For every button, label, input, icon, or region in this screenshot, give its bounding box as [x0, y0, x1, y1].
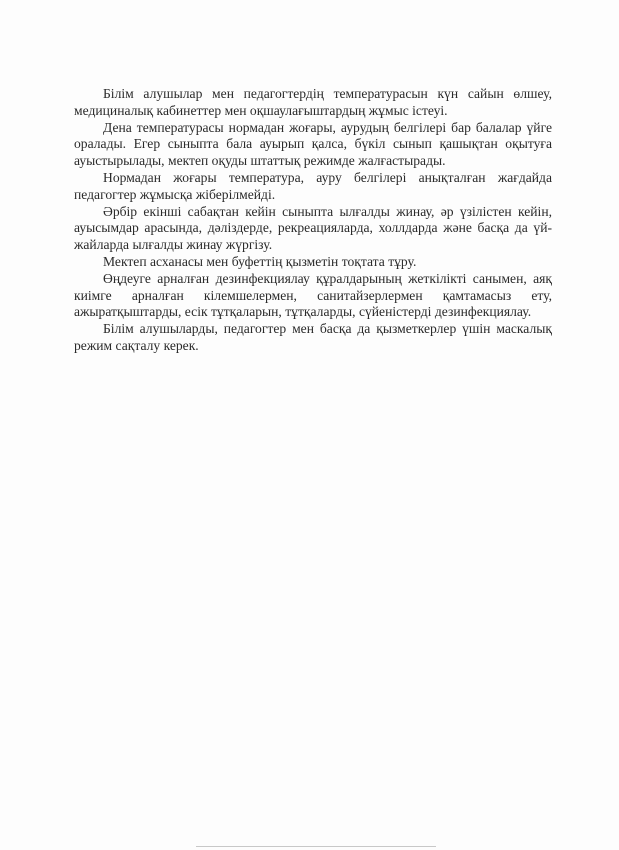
paragraph-teachers-fever: Нормадан жоғары температура, ауру белгілері анықталған жағдайда педагогтер жұмысқа жіберілмейді. — [74, 169, 552, 202]
paragraph-sick-children: Дена температурасы нормадан жоғары, аурудың белгілері бар балалар үйге оралады. Егер сыныпта бала ауырып қалса, бүкіл сынып қашықтан оқытуға ауыстырылады, мектеп оқуды штаттық режимде жалғастырады. — [74, 119, 552, 169]
scan-edge-line — [196, 846, 436, 847]
document-body — [74, 86, 552, 355]
paragraph-mask-regime: Білім алушыларды, педагогтер мен басқа да қызметкерлер үшін маскалық режим сақталу керек. — [74, 321, 552, 353]
paragraph-wet-cleaning: Әрбір екінші сабақтан кейін сыныпта ылғалды жинау, әр үзілістен кейін, ауысымдар арасында, дәліздерде, рекреацияларда, холлдарда және басқа да үй-жайларда ылғалды жинау жүргізу. — [74, 203, 552, 253]
paragraph-canteen-closure: Мектеп асханасы мен буфеттің қызметін тоқтата тұру. — [103, 253, 417, 269]
paragraph-temperature-check: Білім алушылар мен педагогтердің температурасын күн сайын өлшеу, медициналық кабинеттер мен оқшаулағыштардың жұмыс істеуі. — [74, 86, 552, 118]
paragraph-disinfection: Өңдеуге арналған дезинфекциялау құралдарының жеткілікті санымен, аяқ киімге арналған кілемшелермен, санитайзерлермен қамтамасыз ету, ажыратқыштарды, есік тұтқаларын, тұтқаларды, сүйеністерді дезинфекциялау. — [74, 270, 552, 320]
